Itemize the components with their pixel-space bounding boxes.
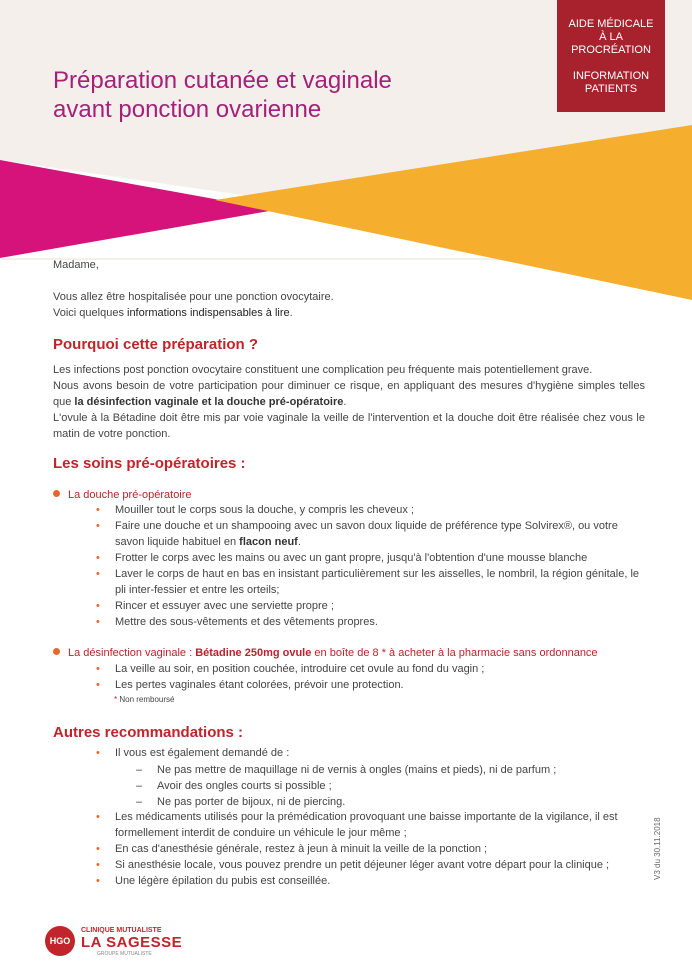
logo-text: GROUPE MUTUALISTE: [97, 951, 152, 957]
title-line: Préparation cutanée et vaginale: [53, 67, 392, 94]
greeting: Madame,: [53, 259, 99, 271]
list-item: • Il vous est également demandé de :: [96, 747, 290, 759]
section-heading-care: Les soins pré-opératoires :: [53, 455, 246, 472]
list-item: – Avoir des ongles courts si possible ;: [136, 780, 332, 792]
dash-list: [136, 762, 556, 810]
badge-line: AIDE MÉDICALE: [568, 18, 654, 30]
subheading-vaginal: La désinfection vaginale : Bétadine 250mg ovule en boîte de 8 * à acheter à la pharmacie sans ordonnance: [53, 646, 598, 660]
bullet-dot-icon: [53, 648, 60, 655]
list-item: • Les pertes vaginales étant colorées, prévoir une protection.: [96, 679, 404, 691]
other-list-2: [96, 809, 644, 889]
page-title: [53, 66, 392, 124]
list-item: • Laver le corps de haut en bas en insistant particulièrement sur les aisselles, le nombril, la région génitale, le pli inter-fessier et entre les orteils;: [96, 568, 640, 596]
badge-line: À LA: [599, 31, 623, 43]
logo-mark-icon: HGO: [45, 926, 75, 956]
list-item: • La veille au soir, en position couchée, introduire cet ovule au fond du vagin ;: [96, 663, 485, 675]
subheading-shower: La douche pré-opératoire: [53, 488, 192, 502]
list-item: • Mettre des sous-vêtements et des vêtements propres.: [96, 616, 378, 628]
logo-text: CLINIQUE MUTUALISTE: [81, 927, 162, 934]
section-heading-why: Pourquoi cette préparation ?: [53, 336, 259, 353]
other-list-1: [96, 745, 644, 761]
category-badge: [557, 0, 665, 112]
list-item: • Les médicaments utilisés pour la prémédication provoquant une baisse importante de la vigilance, il est formellement interdit de conduire un véhicule le jour même ;: [96, 811, 618, 839]
footnote: * Non remboursé: [114, 695, 175, 704]
clinic-logo: [45, 924, 185, 960]
list-item: • Faire une douche et un shampooing avec un savon doux liquide de préférence type Solvirex®, ou votre savon liquide habituel en flacon neuf.: [96, 520, 618, 548]
shower-list: [96, 502, 644, 630]
list-item: • Rincer et essuyer avec une serviette propre ;: [96, 600, 334, 612]
why-paragraph: Les infections post ponction ovocytaire constituent une complication peu fréquente mais potentiellement grave. Nous avons besoin de votre participation pour diminuer ce risque, en appliquant des mesures d'hygiène simples telles que la désinfection vaginale et la douche pré-opératoire. L'ovule à la Bétadine doit être mis par voie vaginale la veille de l'intervention et la douche doit être réalisée chez vous le matin de votre ponction.: [53, 364, 645, 440]
intro-line: Voici quelques informations indispensables à lire.: [53, 307, 293, 319]
list-item: – Ne pas porter de bijoux, ni de piercing.: [136, 796, 346, 808]
list-item: • Mouiller tout le corps sous la douche, y compris les cheveux ;: [96, 504, 414, 516]
list-item: • Si anesthésie locale, vous pouvez prendre un petit déjeuner léger avant votre départ pour la clinique ;: [96, 859, 610, 871]
title-line: avant ponction ovarienne: [53, 96, 322, 123]
intro-line: Vous allez être hospitalisée pour une ponction ovocytaire.: [53, 291, 334, 303]
section-heading-other: Autres recommandations :: [53, 724, 244, 741]
bullet-dot-icon: [53, 490, 60, 497]
list-item: • Frotter le corps avec les mains ou avec un gant propre, jusqu'à l'obtention d'une mousse blanche: [96, 552, 588, 564]
badge-line: PROCRÉATION: [571, 44, 651, 56]
vaginal-list: [96, 661, 644, 693]
list-item: • En cas d'anesthésie générale, restez à jeun à minuit la veille de la ponction ;: [96, 843, 488, 855]
badge-line: INFORMATION: [572, 70, 650, 82]
badge-line: PATIENTS: [584, 83, 638, 95]
list-item: • Une légère épilation du pubis est conseillée.: [96, 875, 331, 887]
list-item: – Ne pas mettre de maquillage ni de vernis à ongles (mains et pieds), ni de parfum ;: [136, 764, 557, 776]
version-label: V3 du 30.11.2018: [653, 817, 662, 880]
logo-text: LA SAGESSE: [81, 934, 183, 951]
